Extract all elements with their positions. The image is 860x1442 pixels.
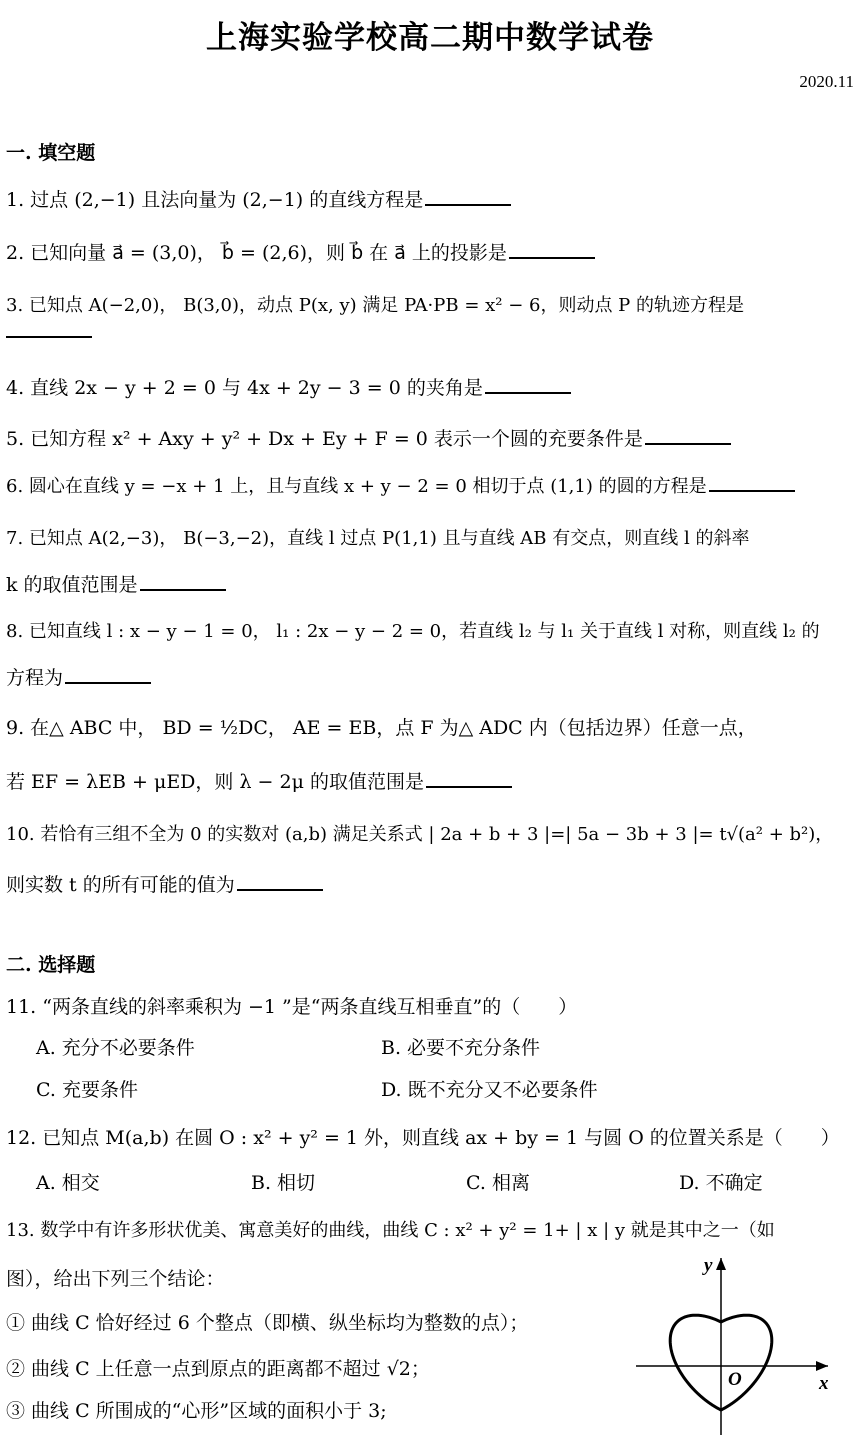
q12-option-c: C. 相离 bbox=[466, 1172, 530, 1194]
question-1-text: 1. 过点 (2,−1) 且法向量为 (2,−1) 的直线方程是 bbox=[6, 189, 424, 211]
question-10-text: 则实数 t 的所有可能的值为 bbox=[6, 874, 235, 896]
question-4 bbox=[6, 373, 571, 400]
q13-conclusion-1: ① 曲线 C 恰好经过 6 个整点（即横、纵坐标均为整数的点）； bbox=[6, 1312, 529, 1334]
question-2-text: 2. 已知向量 a⃗ = (3,0)， b⃗ = (2,6)，则 b⃗ 在 a⃗ 上的投影是 bbox=[6, 242, 507, 264]
section-fill-heading: 一. 填空题 bbox=[6, 142, 96, 164]
answer-blank bbox=[485, 374, 571, 394]
question-11: 11. “两条直线的斜率乘积为 −1 ”是“两条直线互相垂直”的（ ） bbox=[6, 996, 578, 1018]
exam-date: 2020.11 bbox=[799, 72, 854, 91]
question-4-text: 4. 直线 2x − y + 2 = 0 与 4x + 2y − 3 = 0 的夹角是 bbox=[6, 377, 483, 399]
q12-option-a: A. 相交 bbox=[36, 1172, 100, 1194]
question-7-text: k 的取值范围是 bbox=[6, 574, 138, 596]
answer-blank bbox=[65, 664, 151, 684]
q13-conclusion-2: ② 曲线 C 上任意一点到原点的距离都不超过 √2； bbox=[6, 1358, 430, 1380]
question-9-line-1: 9. 在△ ABC 中， BD = ½DC， AE = EB，点 F 为△ ADC 内（包括边界）任意一点， bbox=[6, 717, 757, 739]
question-6 bbox=[6, 472, 795, 498]
question-3: 3. 已知点 A(−2,0)， B(3,0)，动点 P(x, y) 满足 PA·PB = x² − 6，则动点 P 的轨迹方程是 bbox=[6, 295, 745, 316]
q12-option-d: D. 不确定 bbox=[679, 1172, 763, 1194]
question-5-text: 5. 已知方程 x² + Axy + y² + Dx + Ey + F = 0 表示一个圆的充要条件是 bbox=[6, 428, 643, 450]
question-6-text: 6. 圆心在直线 y = −x + 1 上，且与直线 x + y − 2 = 0 相切于点 (1,1) 的圆的方程是 bbox=[6, 476, 707, 497]
answer-blank bbox=[426, 768, 512, 788]
answer-blank bbox=[509, 239, 595, 259]
q13-conclusion-3: ③ 曲线 C 所围成的“心形”区域的面积小于 3; bbox=[6, 1400, 387, 1422]
q11-option-c: C. 充要条件 bbox=[36, 1079, 138, 1101]
question-12: 12. 已知点 M(a,b) 在圆 O : x² + y² = 1 外，则直线 ax + by = 1 与圆 O 的位置关系是（ ） bbox=[6, 1127, 840, 1149]
q11-option-d: D. 既不充分又不必要条件 bbox=[381, 1079, 598, 1101]
q11-option-b: B. 必要不充分条件 bbox=[381, 1037, 541, 1059]
x-axis-label: x bbox=[819, 1373, 829, 1394]
question-13-line-2: 图），给出下列三个结论： bbox=[6, 1268, 225, 1290]
question-1 bbox=[6, 185, 511, 212]
answer-blank bbox=[237, 871, 323, 891]
section-choice-heading: 二. 选择题 bbox=[6, 954, 96, 976]
question-9-line-2 bbox=[6, 767, 512, 794]
answer-blank bbox=[709, 472, 795, 492]
question-2 bbox=[6, 238, 595, 265]
question-10-line-1: 10. 若恰有三组不全为 0 的实数对 (a,b) 满足关系式 | 2a + b + 3 |=| 5a − 3b + 3 |= t√(a² + b²)， bbox=[6, 824, 834, 845]
answer-blank bbox=[6, 336, 92, 338]
question-9-text: 若 EF = λEB + μED，则 λ − 2μ 的取值范围是 bbox=[6, 771, 424, 793]
page-title: 上海实验学校高二期中数学试卷 bbox=[206, 20, 654, 56]
question-8-text: 方程为 bbox=[6, 667, 64, 689]
question-10-line-2 bbox=[6, 870, 323, 897]
answer-blank bbox=[425, 186, 511, 206]
answer-blank bbox=[140, 571, 226, 591]
answer-blank bbox=[645, 425, 731, 445]
question-13-line-1: 13. 数学中有许多形状优美、寓意美好的曲线，曲线 C : x² + y² = 1+ | x | y 就是其中之一（如 bbox=[6, 1220, 775, 1241]
origin-label: O bbox=[728, 1369, 742, 1390]
q12-option-b: B. 相切 bbox=[251, 1172, 316, 1194]
q11-option-a: A. 充分不必要条件 bbox=[36, 1037, 195, 1059]
y-axis-arrow-icon bbox=[716, 1258, 726, 1270]
x-axis-arrow-icon bbox=[816, 1361, 828, 1371]
question-7-line-2 bbox=[6, 570, 226, 597]
y-axis-label: y bbox=[704, 1255, 713, 1276]
question-5 bbox=[6, 424, 731, 451]
question-8-line-2 bbox=[6, 663, 151, 690]
heart-curve-figure bbox=[630, 1255, 840, 1442]
question-8-line-1: 8. 已知直线 l : x − y − 1 = 0， l₁ : 2x − y − 2 = 0，若直线 l₂ 与 l₁ 关于直线 l 对称，则直线 l₂ 的 bbox=[6, 621, 820, 642]
question-7-line-1: 7. 已知点 A(2,−3)， B(−3,−2)，直线 l 过点 P(1,1) 且与直线 AB 有交点，则直线 l 的斜率 bbox=[6, 528, 750, 549]
